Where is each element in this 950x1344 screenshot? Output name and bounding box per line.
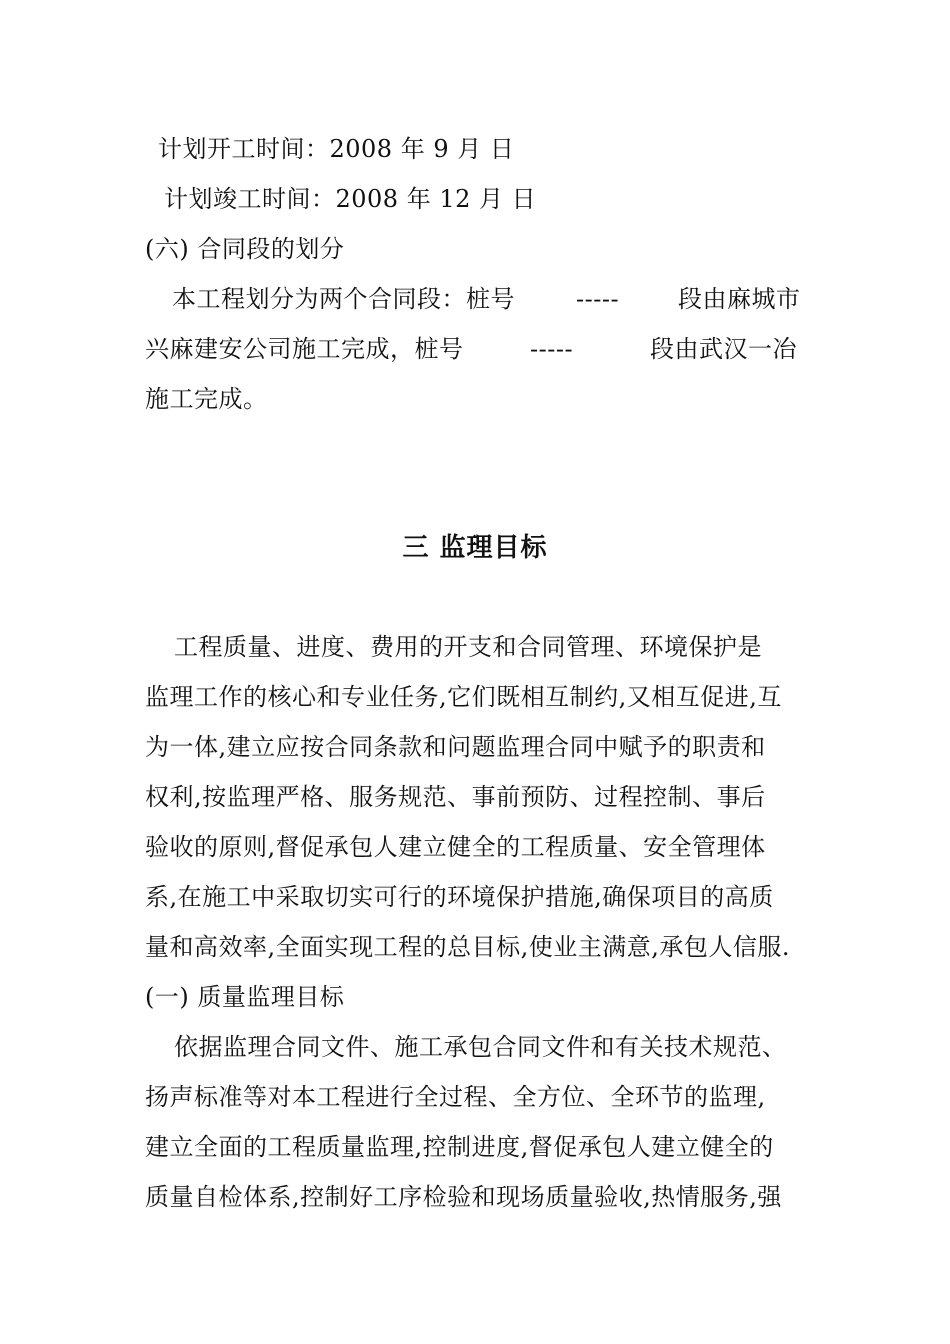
body-line-6: 系,在施工中采取切实可行的环境保护措施,确保项目的高质 — [145, 883, 774, 911]
section-1-line-3: 建立全面的工程质量监理,控制进度,督促承包人建立健全的 — [145, 1133, 774, 1161]
body-line-5: 验收的原则,督促承包人建立健全的工程质量、安全管理体 — [145, 833, 766, 861]
section-1-title: (一) 质量监理目标 — [145, 983, 345, 1011]
contract-text-4: 段由武汉一冶 — [650, 335, 797, 363]
section-6-title: (六) 合同段的划分 — [145, 235, 345, 263]
chapter-heading: 三 监理目标 — [402, 533, 548, 563]
body-line-4: 权利,按监理严格、服务规范、事前预防、过程控制、事后 — [145, 783, 766, 811]
planned-start-line: 计划开工时间：2008 年 9 月 日 — [158, 135, 515, 163]
pile-range-dash-1: ----- — [576, 285, 620, 313]
contract-text-3: 兴麻建安公司施工完成，桩号 — [145, 335, 464, 363]
section-1-line-1: 依据监理合同文件、施工承包合同文件和有关技术规范、 — [174, 1033, 787, 1061]
section-1-line-2: 扬声标准等对本工程进行全过程、全方位、全环节的监理, — [145, 1083, 766, 1111]
planned-end-line: 计划竣工时间：2008 年 12 月 日 — [164, 185, 537, 213]
section-6-paragraph-line-3: 施工完成。 — [145, 385, 268, 413]
body-line-2: 监理工作的核心和专业任务,它们既相互制约,又相互促进,互 — [145, 683, 782, 711]
body-line-7: 量和高效率,全面实现工程的总目标,使业主满意,承包人信服. — [145, 933, 791, 961]
body-line-3: 为一体,建立应按合同条款和问题监理合同中赋予的职责和 — [145, 733, 766, 761]
contract-text-1: 本工程划分为两个合同段：桩号 — [172, 285, 515, 313]
pile-range-dash-2: ----- — [530, 335, 574, 363]
section-1-line-4: 质量自检体系,控制好工序检验和现场质量验收,热情服务,强 — [145, 1183, 782, 1211]
body-line-1: 工程质量、进度、费用的开支和合同管理、环境保护是 — [174, 633, 762, 661]
contract-text-2: 段由麻城市 — [678, 285, 801, 313]
